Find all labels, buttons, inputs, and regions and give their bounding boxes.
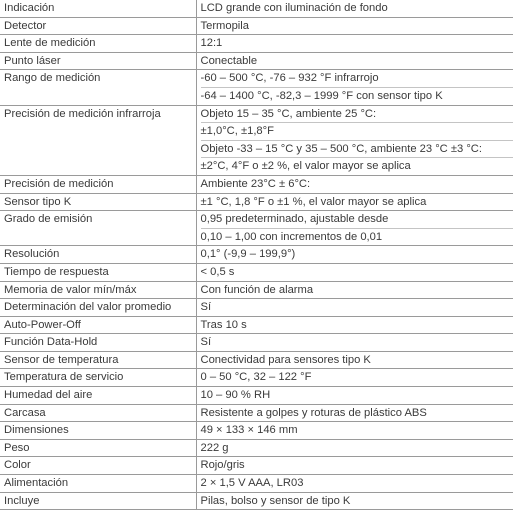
spec-row	[0, 351, 513, 369]
spec-value-line: Termopila	[200, 19, 249, 32]
spec-label: Peso	[0, 439, 196, 457]
spec-label: Determinación del valor promedio	[0, 299, 196, 317]
spec-row	[0, 175, 513, 193]
spec-value	[196, 422, 513, 440]
spec-value	[196, 404, 513, 422]
spec-value-line: -64 – 1400 °C, -82,3 – 1999 °F con sensor tipo K	[200, 89, 443, 102]
spec-row	[0, 35, 513, 53]
spec-row	[0, 457, 513, 475]
spec-row	[0, 316, 513, 334]
spec-value-line: ±1 °C, 1,8 °F o ±1 %, el valor mayor se aplica	[200, 195, 427, 208]
spec-value	[196, 316, 513, 334]
spec-value	[196, 299, 513, 317]
spec-label: Incluye	[0, 492, 196, 510]
spec-value	[196, 457, 513, 475]
spec-value	[196, 439, 513, 457]
spec-label: Punto láser	[0, 52, 196, 70]
spec-row	[0, 193, 513, 211]
spec-value-line: -60 – 500 °C, -76 – 932 °F infrarrojo	[201, 70, 513, 88]
spec-row	[0, 387, 513, 405]
spec-label: Indicación	[0, 0, 196, 17]
spec-value	[196, 475, 513, 493]
spec-label: Dimensiones	[0, 422, 196, 440]
spec-value	[196, 52, 513, 70]
spec-value	[196, 17, 513, 35]
spec-value	[196, 70, 513, 105]
spec-label: Precisión de medición	[0, 175, 196, 193]
spec-value	[196, 35, 513, 53]
spec-value-line: Ambiente 23°C ± 6°C:	[200, 177, 311, 190]
spec-value	[196, 105, 513, 175]
spec-value-line: LCD grande con iluminación de fondo	[200, 2, 388, 14]
spec-value-line: ±1,0°C, ±1,8°F	[201, 123, 513, 141]
spec-row	[0, 0, 513, 17]
spec-value	[196, 387, 513, 405]
spec-label: Sensor tipo K	[0, 193, 196, 211]
spec-value-line: Tras 10 s	[200, 318, 247, 331]
spec-row	[0, 17, 513, 35]
spec-value-line: 12:1	[200, 37, 223, 50]
spec-row	[0, 263, 513, 281]
spec-row	[0, 475, 513, 493]
spec-row	[0, 281, 513, 299]
spec-row	[0, 404, 513, 422]
spec-label: Humedad del aire	[0, 387, 196, 405]
spec-label: Alimentación	[0, 475, 196, 493]
spec-value-line: 0,1° (-9,9 – 199,9°)	[200, 248, 296, 261]
spec-value-line: Resistente a golpes y roturas de plástico ABS	[200, 406, 427, 419]
spec-label: Sensor de temperatura	[0, 351, 196, 369]
spec-value	[196, 175, 513, 193]
spec-value-line: Conectividad para sensores tipo K	[200, 353, 371, 366]
spec-label: Carcasa	[0, 404, 196, 422]
spec-label: Lente de medición	[0, 35, 196, 53]
spec-value-line: Con función de alarma	[200, 283, 314, 296]
spec-row	[0, 211, 513, 246]
spec-label: Memoria de valor mín/máx	[0, 281, 196, 299]
spec-value-line: Sí	[200, 336, 212, 349]
spec-value-line: 0,95 predeterminado, ajustable desde	[201, 211, 513, 229]
spec-value	[196, 263, 513, 281]
spec-row	[0, 105, 513, 175]
spec-label: Función Data-Hold	[0, 334, 196, 352]
spec-value	[196, 193, 513, 211]
spec-value-line: Objeto 15 – 35 °C, ambiente 25 °C:	[201, 106, 513, 124]
spec-value-line: Rojo/gris	[200, 459, 245, 472]
spec-label: Detector	[0, 17, 196, 35]
spec-value-line: Pilas, bolso y sensor de tipo K	[200, 494, 351, 507]
spec-value	[196, 281, 513, 299]
spec-value-line: 0 – 50 °C, 32 – 122 °F	[200, 371, 312, 384]
spec-value-line: 0,10 – 1,00 con incrementos de 0,01	[200, 230, 383, 243]
spec-row	[0, 70, 513, 105]
spec-value	[196, 369, 513, 387]
spec-value	[196, 246, 513, 264]
spec-value-line: 2 × 1,5 V AAA, LR03	[200, 477, 304, 490]
spec-label: Color	[0, 457, 196, 475]
spec-value	[196, 0, 513, 17]
spec-value-line: Conectable	[200, 54, 258, 67]
spec-row	[0, 52, 513, 70]
spec-value-line: Objeto -33 – 15 °C y 35 – 500 °C, ambiente 23 °C ±3 °C:	[201, 141, 513, 159]
spec-row	[0, 334, 513, 352]
spec-row	[0, 422, 513, 440]
spec-value	[196, 351, 513, 369]
spec-value-line: < 0,5 s	[200, 265, 235, 278]
spec-value-line: Sí	[200, 301, 212, 314]
spec-value	[196, 334, 513, 352]
spec-row	[0, 369, 513, 387]
spec-label: Precisión de medición infrarroja	[0, 105, 196, 175]
spec-label: Rango de medición	[0, 70, 196, 105]
spec-value-line: 10 – 90 % RH	[200, 389, 271, 402]
spec-row	[0, 439, 513, 457]
spec-label: Auto-Power-Off	[0, 316, 196, 334]
spec-value	[196, 211, 513, 246]
spec-label: Grado de emisión	[0, 211, 196, 246]
spec-value-line: 222 g	[200, 441, 229, 454]
spec-label: Resolución	[0, 246, 196, 264]
spec-value	[196, 492, 513, 510]
spec-row	[0, 246, 513, 264]
spec-row	[0, 492, 513, 510]
spec-label: Temperatura de servicio	[0, 369, 196, 387]
spec-value-line: 49 × 133 × 146 mm	[200, 424, 298, 437]
spec-value-line: ±2°C, 4°F o ±2 %, el valor mayor se aplica	[200, 160, 411, 173]
spec-label: Tiempo de respuesta	[0, 263, 196, 281]
spec-row	[0, 299, 513, 317]
